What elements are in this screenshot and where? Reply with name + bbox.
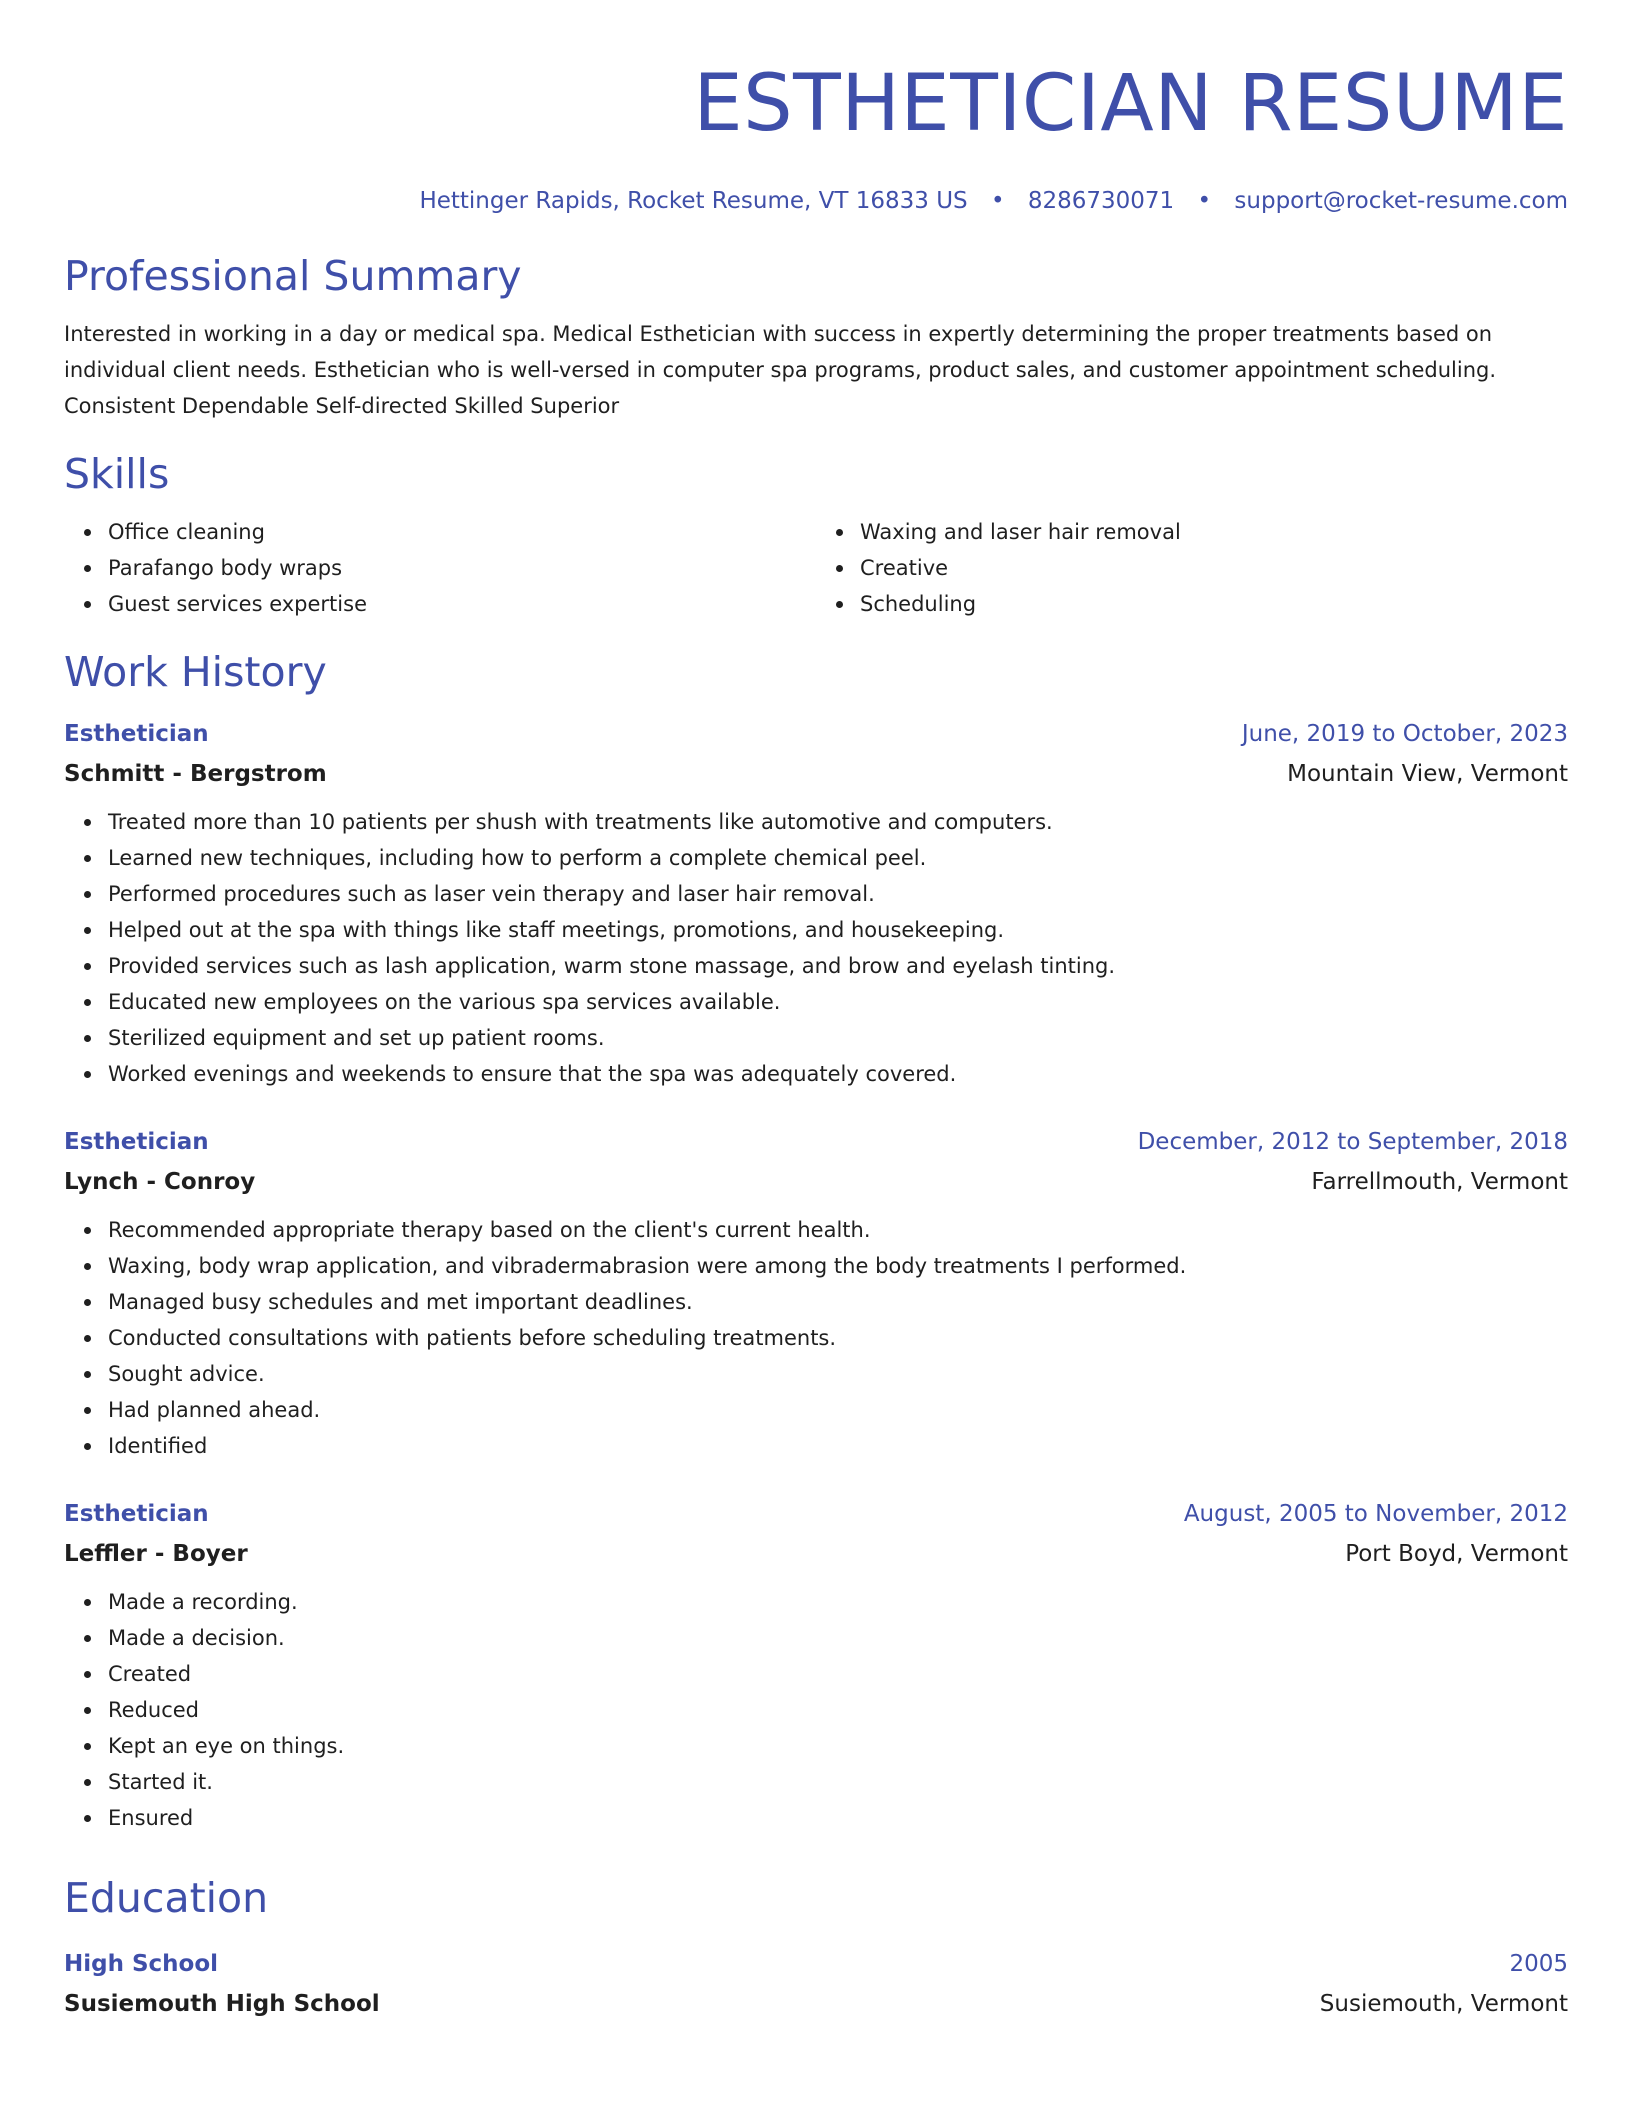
resume-header [64,0,1568,216]
section-title-education: Education [64,1874,269,1922]
contact-address: Hettinger Rapids, Rocket Resume, VT 16833 US [419,188,968,214]
skills-section [64,448,1568,622]
skill-item: Scheduling [860,586,1568,622]
job-location: Port Boyd, Vermont [1345,1541,1568,1567]
job-duty-item: Provided services such as lash application, warm stone massage, and brow and eyelash tinting. [108,948,1568,984]
education-year: 2005 [1509,1951,1568,1977]
job-duty-item: Ensured [108,1800,1568,1836]
job-duty-item: Kept an eye on things. [108,1728,1568,1764]
job-company: Schmitt - Bergstrom [64,761,327,787]
job-title: Esthetician [64,1129,209,1155]
job-dates: June, 2019 to October, 2023 [1241,721,1568,747]
summary-text: Interested in working in a day or medical spa. Medical Esthetician with success in expertly determining the proper treatments based on individual client needs. Esthetician who is well-versed in computer spa programs, product sales, and customer appointment scheduling. Consistent Dependable Self-directed Skilled Superior [64,322,1497,418]
job-entry [64,1494,1568,1836]
job-location: Mountain View, Vermont [1287,761,1568,787]
contact-phone: 8286730071 [1027,188,1175,214]
skills-grid [64,514,1568,622]
section-title-skills: Skills [64,450,170,498]
skill-item: Waxing and laser hair removal [860,514,1568,550]
skill-item: Guest services expertise [108,586,816,622]
education-school-row [64,1984,1568,2024]
job-duty-item: Sought advice. [108,1356,1568,1392]
job-title: Esthetician [64,1501,209,1527]
job-duty-item: Identified [108,1428,1568,1464]
education-location: Susiemouth, Vermont [1319,1991,1568,2017]
resume-title: ESTHETICIAN RESUME [693,59,1568,149]
job-duty-item: Sterilized equipment and set up patient rooms. [108,1020,1568,1056]
job-duty-item: Educated new employees on the various spa services available. [108,984,1568,1020]
job-company: Lynch - Conroy [64,1169,256,1195]
job-duties-list [64,1212,1568,1464]
skill-item: Parafango body wraps [108,550,816,586]
job-duty-item: Worked evenings and weekends to ensure that the spa was adequately covered. [108,1056,1568,1092]
skills-column-left [64,514,816,622]
job-entry [64,714,1568,1092]
job-duty-item: Created [108,1656,1568,1692]
job-duty-item: Made a recording. [108,1584,1568,1620]
work-history-section [64,646,1568,1836]
contact-separator: • [1197,188,1212,214]
job-duty-item: Recommended appropriate therapy based on the client's current health. [108,1212,1568,1248]
job-title-row [64,1494,1568,1534]
job-company-row [64,1162,1568,1202]
education-degree: High School [64,1951,219,1977]
professional-summary-section [64,250,1568,424]
job-duties-list [64,1584,1568,1836]
skill-item: Office cleaning [108,514,816,550]
job-title-row [64,714,1568,754]
job-company-row [64,754,1568,794]
contact-line [64,186,1568,216]
job-duties-list [64,804,1568,1092]
job-duty-item: Started it. [108,1764,1568,1800]
section-title-summary: Professional Summary [64,252,522,300]
job-title: Esthetician [64,721,209,747]
job-duty-item: Managed busy schedules and met important deadlines. [108,1284,1568,1320]
job-duty-item: Treated more than 10 patients per shush with treatments like automotive and computers. [108,804,1568,840]
contact-email: support@rocket-resume.com [1234,188,1568,214]
skill-item: Creative [860,550,1568,586]
education-school: Susiemouth High School [64,1991,380,2017]
job-entry [64,1122,1568,1464]
job-duty-item: Learned new techniques, including how to perform a complete chemical peel. [108,840,1568,876]
job-company-row [64,1534,1568,1574]
skills-column-right [816,514,1568,622]
job-duty-item: Conducted consultations with patients before scheduling treatments. [108,1320,1568,1356]
job-duty-item: Made a decision. [108,1620,1568,1656]
job-company: Leffler - Boyer [64,1541,248,1567]
job-duty-item: Waxing, body wrap application, and vibradermabrasion were among the body treatments I performed. [108,1248,1568,1284]
job-duty-item: Performed procedures such as laser vein therapy and laser hair removal. [108,876,1568,912]
job-title-row [64,1122,1568,1162]
job-location: Farrellmouth, Vermont [1311,1169,1568,1195]
job-duty-item: Had planned ahead. [108,1392,1568,1428]
section-title-work: Work History [64,648,327,696]
job-duty-item: Reduced [108,1692,1568,1728]
job-dates: December, 2012 to September, 2018 [1137,1129,1568,1155]
education-title-row [64,1944,1568,1984]
job-dates: August, 2005 to November, 2012 [1183,1501,1568,1527]
education-section [64,1872,1568,2024]
contact-separator: • [990,188,1005,214]
job-duty-item: Helped out at the spa with things like staff meetings, promotions, and housekeeping. [108,912,1568,948]
